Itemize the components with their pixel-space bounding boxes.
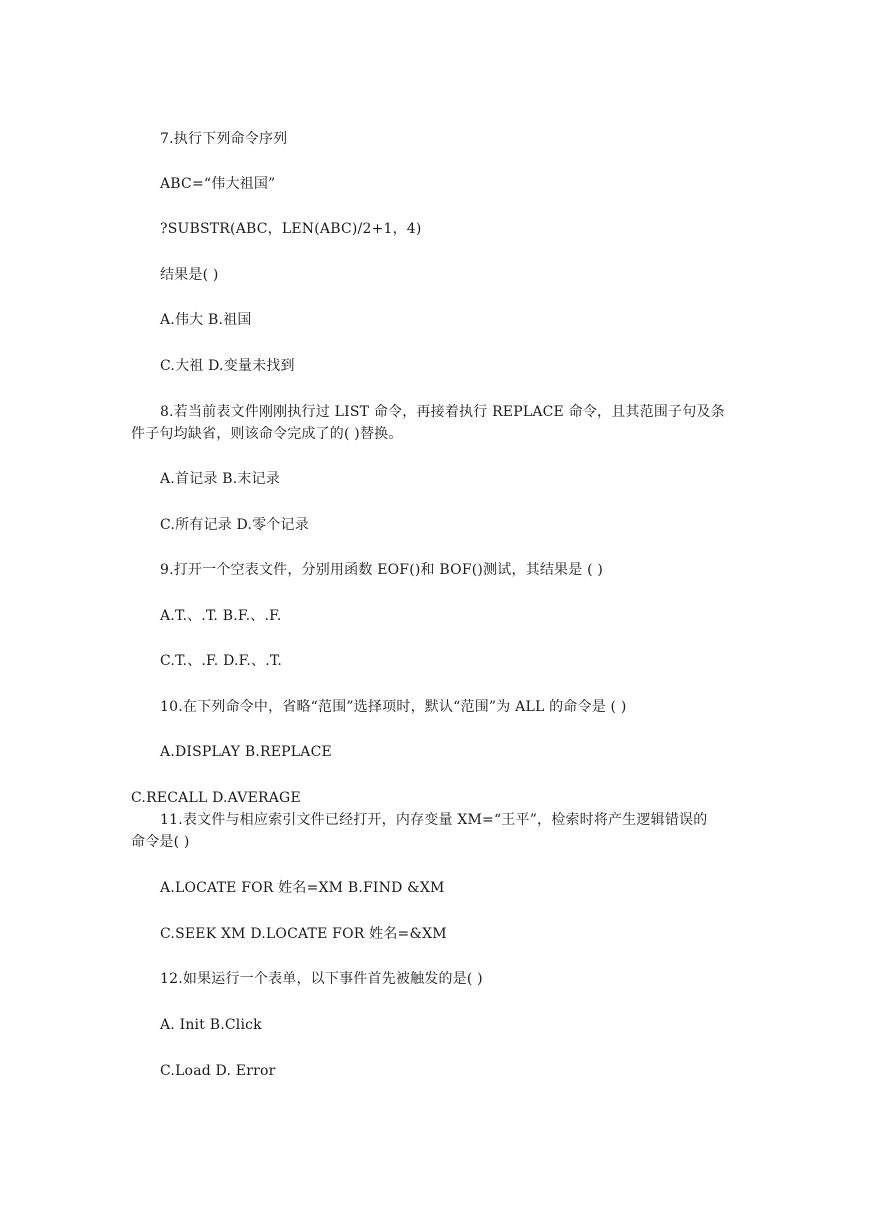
question-8-stem-line-2: 件子句均缺省，则该命令完成了的( )替换。 (131, 426, 403, 442)
question-7-options-ab: A.伟大 B.祖国 (160, 312, 252, 328)
question-12-stem: 12.如果运行一个表单，以下事件首先被触发的是( ) (160, 971, 483, 987)
question-11-options-cd: C.SEEK XM D.LOCATE FOR 姓名=&XM (160, 926, 447, 942)
question-10-options-ab: A.DISPLAY B.REPLACE (160, 744, 332, 760)
question-11-stem-line-2: 命令是( ) (131, 834, 190, 850)
question-8-stem-line-1: 8.若当前表文件刚刚执行过 LIST 命令，再接着执行 REPLACE 命令，且其范围子句及条 (160, 404, 725, 420)
question-12-options-cd: C.Load D. Error (160, 1063, 276, 1079)
question-9-options-ab: A.T.、.T. B.F.、.F. (160, 608, 282, 624)
question-10-stem: 10.在下列命令中，省略“范围”选择项时，默认“范围”为 ALL 的命令是 ( ) (160, 699, 627, 715)
question-7-stem: 7.执行下列命令序列 (160, 131, 288, 147)
question-7-code-line-2: ?SUBSTR(ABC，LEN(ABC)/2+1，4) (160, 221, 422, 237)
question-11-stem-line-1: 11.表文件与相应索引文件已经打开，内存变量 XM=“王平”，检索时将产生逻辑错误的 (160, 812, 708, 828)
question-7-code-line-1: ABC=“伟大祖国” (160, 176, 276, 192)
question-9-options-cd: C.T.、.F. D.F.、.T. (160, 653, 283, 669)
question-12-options-ab: A. Init B.Click (160, 1017, 262, 1033)
question-8-options-ab: A.首记录 B.末记录 (160, 471, 280, 487)
question-11-options-ab: A.LOCATE FOR 姓名=XM B.FIND &XM (160, 880, 445, 896)
question-9-stem: 9.打开一个空表文件，分别用函数 EOF()和 BOF()测试，其结果是 ( ) (160, 562, 604, 578)
question-8-options-cd: C.所有记录 D.零个记录 (160, 517, 309, 533)
question-7-options-cd: C.大祖 D.变量未找到 (160, 358, 295, 374)
question-10-options-cd: C.RECALL D.AVERAGE (131, 790, 301, 806)
question-7-prompt: 结果是( ) (160, 267, 219, 283)
